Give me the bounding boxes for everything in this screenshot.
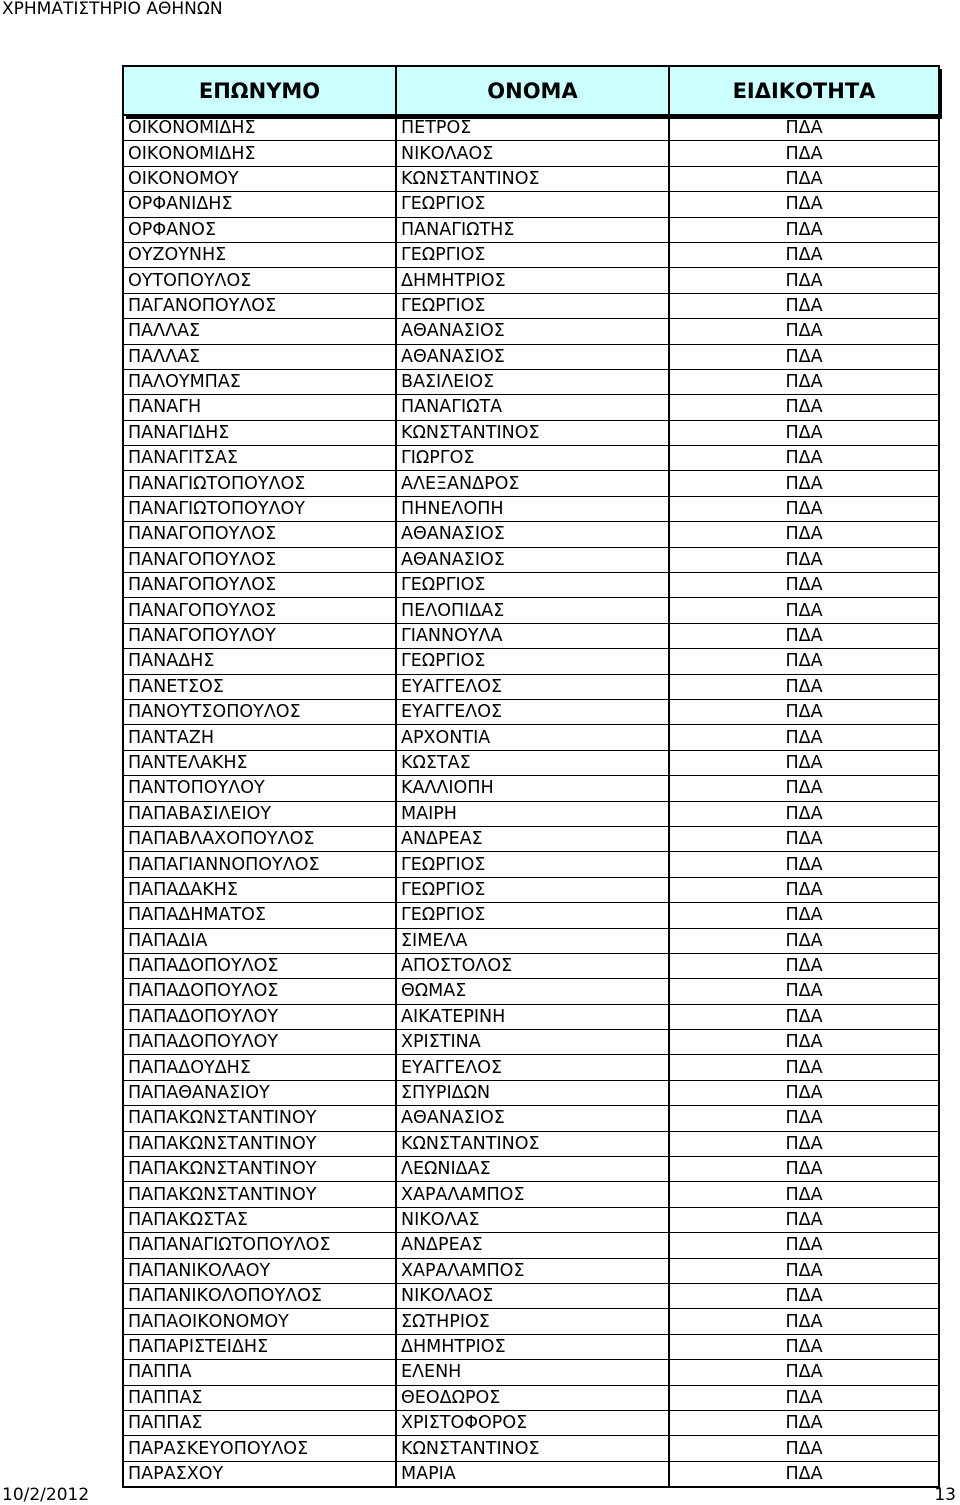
- cell-surname: ΟΡΦΑΝΟΣ: [123, 217, 396, 242]
- table-row: [123, 217, 939, 242]
- cell-surname: ΠΑΝΑΓΗ: [123, 395, 396, 420]
- cell-surname: ΟΥΖΟΥΝΗΣ: [123, 242, 396, 267]
- cell-surname: ΠΑΝΑΓΟΠΟΥΛΟΣ: [123, 547, 396, 572]
- cell-name: ΠΑΝΑΓΙΩΤΑ: [396, 395, 669, 420]
- table-body: [123, 115, 939, 1487]
- cell-name: ΓΕΩΡΓΙΟΣ: [396, 192, 669, 217]
- table-row: [123, 1080, 939, 1105]
- cell-name: ΑΘΑΝΑΣΙΟΣ: [396, 1106, 669, 1131]
- cell-specialty: ΠΔΑ: [669, 1461, 939, 1487]
- table-row: [123, 293, 939, 318]
- cell-surname: ΠΑΠΑΔΗΜΑΤΟΣ: [123, 903, 396, 928]
- cell-specialty: ΠΔΑ: [669, 1258, 939, 1283]
- cell-specialty: ΠΔΑ: [669, 674, 939, 699]
- table-row: [123, 242, 939, 267]
- cell-surname: ΠΑΠΑΒΛΑΧΟΠΟΥΛΟΣ: [123, 826, 396, 851]
- cell-specialty: ΠΔΑ: [669, 699, 939, 724]
- cell-specialty: ΠΔΑ: [669, 1131, 939, 1156]
- page-footer: [0, 1485, 960, 1505]
- cell-surname: ΠΑΓΑΝΟΠΟΥΛΟΣ: [123, 293, 396, 318]
- table-row: [123, 1334, 939, 1359]
- cell-specialty: ΠΔΑ: [669, 826, 939, 851]
- cell-surname: ΠΑΠΑΔΟΥΔΗΣ: [123, 1055, 396, 1080]
- table-row: [123, 928, 939, 953]
- cell-surname: ΠΑΠΑΔΙΑ: [123, 928, 396, 953]
- table-row: [123, 1410, 939, 1435]
- cell-name: ΑΠΟΣΤΟΛΟΣ: [396, 953, 669, 978]
- cell-surname: ΠΑΠΑΚΩΝΣΤΑΝΤΙΝΟΥ: [123, 1182, 396, 1207]
- table-row: [123, 979, 939, 1004]
- table-row: [123, 826, 939, 851]
- cell-name: ΑΘΑΝΑΣΙΟΣ: [396, 522, 669, 547]
- cell-name: ΝΙΚΟΛΑΟΣ: [396, 1283, 669, 1308]
- cell-specialty: ΠΔΑ: [669, 1004, 939, 1029]
- cell-specialty: ΠΔΑ: [669, 1309, 939, 1334]
- cell-specialty: ΠΔΑ: [669, 598, 939, 623]
- cell-surname: ΠΑΝΤΟΠΟΥΛΟΥ: [123, 776, 396, 801]
- table-row: [123, 1207, 939, 1232]
- cell-surname: ΠΑΠΑΝΙΚΟΛΑΟΥ: [123, 1258, 396, 1283]
- table-row: [123, 1283, 939, 1308]
- cell-name: ΑΛΕΞΑΝΔΡΟΣ: [396, 471, 669, 496]
- cell-name: ΚΩΝΣΤΑΝΤΙΝΟΣ: [396, 1436, 669, 1461]
- cell-specialty: ΠΔΑ: [669, 1334, 939, 1359]
- roster-table-container: [122, 65, 940, 1488]
- cell-name: ΣΠΥΡΙΔΩΝ: [396, 1080, 669, 1105]
- cell-surname: ΠΑΝΑΓΙΩΤΟΠΟΥΛΟΥ: [123, 496, 396, 521]
- table-row: [123, 725, 939, 750]
- cell-name: ΔΗΜΗΤΡΙΟΣ: [396, 268, 669, 293]
- cell-specialty: ΠΔΑ: [669, 1182, 939, 1207]
- cell-specialty: ΠΔΑ: [669, 141, 939, 166]
- table-row: [123, 319, 939, 344]
- cell-specialty: ΠΔΑ: [669, 623, 939, 648]
- cell-name: ΧΑΡΑΛΑΜΠΟΣ: [396, 1182, 669, 1207]
- cell-specialty: ΠΔΑ: [669, 725, 939, 750]
- cell-specialty: ΠΔΑ: [669, 446, 939, 471]
- cell-surname: ΠΑΠΑΡΙΣΤΕΙΔΗΣ: [123, 1334, 396, 1359]
- cell-name: ΔΗΜΗΤΡΙΟΣ: [396, 1334, 669, 1359]
- cell-specialty: ΠΔΑ: [669, 928, 939, 953]
- cell-specialty: ΠΔΑ: [669, 1410, 939, 1435]
- cell-specialty: ΠΔΑ: [669, 1360, 939, 1385]
- table-row: [123, 1385, 939, 1410]
- cell-surname: ΠΑΛΛΑΣ: [123, 344, 396, 369]
- cell-specialty: ΠΔΑ: [669, 1233, 939, 1258]
- cell-surname: ΠΑΠΑΚΩΣΤΑΣ: [123, 1207, 396, 1232]
- cell-name: ΣΩΤΗΡΙΟΣ: [396, 1309, 669, 1334]
- cell-name: ΓΕΩΡΓΙΟΣ: [396, 852, 669, 877]
- table-row: [123, 598, 939, 623]
- footer-date: 10/2/2012: [2, 1485, 90, 1505]
- cell-name: ΚΩΝΣΤΑΝΤΙΝΟΣ: [396, 420, 669, 445]
- cell-specialty: ΠΔΑ: [669, 852, 939, 877]
- cell-specialty: ΠΔΑ: [669, 420, 939, 445]
- cell-surname: ΠΑΠΑΟΙΚΟΝΟΜΟΥ: [123, 1309, 396, 1334]
- cell-name: ΧΑΡΑΛΑΜΠΟΣ: [396, 1258, 669, 1283]
- column-header-surname: ΕΠΩΝΥΜΟ: [123, 66, 396, 115]
- cell-surname: ΠΑΠΑΚΩΝΣΤΑΝΤΙΝΟΥ: [123, 1157, 396, 1182]
- cell-surname: ΠΑΠΑΓΙΑΝΝΟΠΟΥΛΟΣ: [123, 852, 396, 877]
- table-row: [123, 1055, 939, 1080]
- cell-surname: ΠΑΝΑΓΟΠΟΥΛΟΣ: [123, 522, 396, 547]
- table-row: [123, 395, 939, 420]
- table-row: [123, 369, 939, 394]
- cell-specialty: ΠΔΑ: [669, 319, 939, 344]
- cell-name: ΓΕΩΡΓΙΟΣ: [396, 877, 669, 902]
- table-row: [123, 1004, 939, 1029]
- table-row: [123, 1360, 939, 1385]
- cell-name: ΚΩΝΣΤΑΝΤΙΝΟΣ: [396, 166, 669, 191]
- cell-surname: ΠΑΝΑΓΙΔΗΣ: [123, 420, 396, 445]
- table-row: [123, 1436, 939, 1461]
- table-row: [123, 471, 939, 496]
- cell-surname: ΠΑΠΑΒΑΣΙΛΕΙΟΥ: [123, 801, 396, 826]
- cell-surname: ΠΑΝΕΤΣΟΣ: [123, 674, 396, 699]
- cell-specialty: ΠΔΑ: [669, 1436, 939, 1461]
- cell-specialty: ΠΔΑ: [669, 115, 939, 141]
- cell-name: ΜΑΙΡΗ: [396, 801, 669, 826]
- table-row: [123, 1258, 939, 1283]
- cell-surname: ΠΑΠΑΘΑΝΑΣΙΟΥ: [123, 1080, 396, 1105]
- table-row: [123, 1233, 939, 1258]
- cell-name: ΠΗΝΕΛΟΠΗ: [396, 496, 669, 521]
- cell-name: ΕΥΑΓΓΕΛΟΣ: [396, 1055, 669, 1080]
- cell-name: ΑΘΑΝΑΣΙΟΣ: [396, 319, 669, 344]
- table-row: [123, 852, 939, 877]
- table-row: [123, 1106, 939, 1131]
- cell-name: ΓΕΩΡΓΙΟΣ: [396, 573, 669, 598]
- cell-surname: ΠΑΝΤΑΖΗ: [123, 725, 396, 750]
- table-row: [123, 573, 939, 598]
- cell-surname: ΠΑΝΑΓΙΤΣΑΣ: [123, 446, 396, 471]
- cell-name: ΚΑΛΛΙΟΠΗ: [396, 776, 669, 801]
- cell-specialty: ΠΔΑ: [669, 344, 939, 369]
- cell-specialty: ΠΔΑ: [669, 649, 939, 674]
- cell-name: ΕΥΑΓΓΕΛΟΣ: [396, 699, 669, 724]
- table-row: [123, 1157, 939, 1182]
- cell-specialty: ΠΔΑ: [669, 166, 939, 191]
- table-row: [123, 547, 939, 572]
- table-row: [123, 1030, 939, 1055]
- cell-surname: ΠΑΝΑΓΟΠΟΥΛΟΥ: [123, 623, 396, 648]
- cell-surname: ΟΙΚΟΝΟΜΙΔΗΣ: [123, 115, 396, 141]
- table-row: [123, 522, 939, 547]
- cell-specialty: ΠΔΑ: [669, 268, 939, 293]
- cell-specialty: ΠΔΑ: [669, 953, 939, 978]
- table-row: [123, 801, 939, 826]
- cell-name: ΕΥΑΓΓΕΛΟΣ: [396, 674, 669, 699]
- cell-surname: ΠΑΠΑΔΟΠΟΥΛΟΣ: [123, 953, 396, 978]
- table-row: [123, 649, 939, 674]
- cell-specialty: ΠΔΑ: [669, 1030, 939, 1055]
- table-row: [123, 750, 939, 775]
- cell-name: ΘΕΟΔΩΡΟΣ: [396, 1385, 669, 1410]
- table-row: [123, 877, 939, 902]
- cell-name: ΚΩΝΣΤΑΝΤΙΝΟΣ: [396, 1131, 669, 1156]
- cell-name: ΝΙΚΟΛΑΣ: [396, 1207, 669, 1232]
- cell-surname: ΟΙΚΟΝΟΜΙΔΗΣ: [123, 141, 396, 166]
- cell-surname: ΠΑΠΠΑΣ: [123, 1410, 396, 1435]
- cell-specialty: ΠΔΑ: [669, 750, 939, 775]
- cell-surname: ΠΑΠΠΑ: [123, 1360, 396, 1385]
- table-row: [123, 496, 939, 521]
- cell-specialty: ΠΔΑ: [669, 573, 939, 598]
- cell-specialty: ΠΔΑ: [669, 395, 939, 420]
- cell-specialty: ΠΔΑ: [669, 1283, 939, 1308]
- cell-specialty: ΠΔΑ: [669, 522, 939, 547]
- cell-surname: ΟΙΚΟΝΟΜΟΥ: [123, 166, 396, 191]
- cell-name: ΠΕΤΡΟΣ: [396, 115, 669, 141]
- cell-surname: ΠΑΝΤΕΛΑΚΗΣ: [123, 750, 396, 775]
- cell-specialty: ΠΔΑ: [669, 979, 939, 1004]
- cell-surname: ΠΑΡΑΣΚΕΥΟΠΟΥΛΟΣ: [123, 1436, 396, 1461]
- cell-surname: ΠΑΛΟΥΜΠΑΣ: [123, 369, 396, 394]
- cell-specialty: ΠΔΑ: [669, 471, 939, 496]
- cell-specialty: ΠΔΑ: [669, 1106, 939, 1131]
- cell-name: ΘΩΜΑΣ: [396, 979, 669, 1004]
- cell-name: ΝΙΚΟΛΑΟΣ: [396, 141, 669, 166]
- page-title: ΧΡΗΜΑΤΙΣΤΗΡΙΟ ΑΘΗΝΩΝ: [2, 0, 223, 19]
- cell-name: ΓΕΩΡΓΙΟΣ: [396, 293, 669, 318]
- cell-surname: ΠΑΠΑΝΙΚΟΛΟΠΟΥΛΟΣ: [123, 1283, 396, 1308]
- table-row: [123, 1461, 939, 1487]
- table-row: [123, 344, 939, 369]
- cell-surname: ΠΑΠΑΔΟΠΟΥΛΟΣ: [123, 979, 396, 1004]
- table-row: [123, 446, 939, 471]
- table-row: [123, 674, 939, 699]
- table-row: [123, 192, 939, 217]
- cell-name: ΓΕΩΡΓΙΟΣ: [396, 649, 669, 674]
- cell-surname: ΠΑΠΑΔΟΠΟΥΛΟΥ: [123, 1030, 396, 1055]
- cell-specialty: ΠΔΑ: [669, 903, 939, 928]
- table-row: [123, 623, 939, 648]
- cell-surname: ΠΑΝΟΥΤΣΟΠΟΥΛΟΣ: [123, 699, 396, 724]
- table-row: [123, 268, 939, 293]
- cell-name: ΓΕΩΡΓΙΟΣ: [396, 903, 669, 928]
- cell-specialty: ΠΔΑ: [669, 496, 939, 521]
- table-row: [123, 776, 939, 801]
- column-header-specialty: ΕΙΔΙΚΟΤΗΤΑ: [669, 66, 939, 115]
- cell-specialty: ΠΔΑ: [669, 1080, 939, 1105]
- table-row: [123, 115, 939, 141]
- cell-surname: ΠΑΡΑΣΧΟΥ: [123, 1461, 396, 1487]
- table-row: [123, 166, 939, 191]
- cell-specialty: ΠΔΑ: [669, 242, 939, 267]
- cell-name: ΧΡΙΣΤΟΦΟΡΟΣ: [396, 1410, 669, 1435]
- cell-specialty: ΠΔΑ: [669, 293, 939, 318]
- cell-surname: ΠΑΝΑΓΟΠΟΥΛΟΣ: [123, 573, 396, 598]
- cell-name: ΚΩΣΤΑΣ: [396, 750, 669, 775]
- cell-surname: ΠΑΝΑΔΗΣ: [123, 649, 396, 674]
- cell-surname: ΠΑΠΑΚΩΝΣΤΑΝΤΙΝΟΥ: [123, 1106, 396, 1131]
- table-row: [123, 420, 939, 445]
- cell-name: ΛΕΩΝΙΔΑΣ: [396, 1157, 669, 1182]
- column-header-name: ΟΝΟΜΑ: [396, 66, 669, 115]
- cell-name: ΣΙΜΕΛΑ: [396, 928, 669, 953]
- cell-surname: ΠΑΠΑΚΩΝΣΤΑΝΤΙΝΟΥ: [123, 1131, 396, 1156]
- table-row: [123, 1182, 939, 1207]
- cell-surname: ΠΑΛΛΑΣ: [123, 319, 396, 344]
- roster-table: [122, 65, 940, 1488]
- cell-name: ΓΙΑΝΝΟΥΛΑ: [396, 623, 669, 648]
- cell-specialty: ΠΔΑ: [669, 1207, 939, 1232]
- cell-name: ΑΝΔΡΕΑΣ: [396, 1233, 669, 1258]
- cell-name: ΑΙΚΑΤΕΡΙΝΗ: [396, 1004, 669, 1029]
- cell-specialty: ΠΔΑ: [669, 877, 939, 902]
- cell-name: ΑΘΑΝΑΣΙΟΣ: [396, 344, 669, 369]
- cell-specialty: ΠΔΑ: [669, 217, 939, 242]
- cell-specialty: ΠΔΑ: [669, 801, 939, 826]
- table-row: [123, 1309, 939, 1334]
- cell-surname: ΠΑΝΑΓΙΩΤΟΠΟΥΛΟΣ: [123, 471, 396, 496]
- cell-surname: ΟΥΤΟΠΟΥΛΟΣ: [123, 268, 396, 293]
- cell-specialty: ΠΔΑ: [669, 1055, 939, 1080]
- cell-specialty: ΠΔΑ: [669, 1385, 939, 1410]
- cell-name: ΧΡΙΣΤΙΝΑ: [396, 1030, 669, 1055]
- table-row: [123, 699, 939, 724]
- cell-surname: ΠΑΠΑΔΑΚΗΣ: [123, 877, 396, 902]
- cell-surname: ΠΑΠΠΑΣ: [123, 1385, 396, 1410]
- table-row: [123, 903, 939, 928]
- cell-name: ΑΡΧΟΝΤΙΑ: [396, 725, 669, 750]
- cell-name: ΠΕΛΟΠΙΔΑΣ: [396, 598, 669, 623]
- table-row: [123, 141, 939, 166]
- table-row: [123, 1131, 939, 1156]
- cell-surname: ΠΑΠΑΝΑΓΙΩΤΟΠΟΥΛΟΣ: [123, 1233, 396, 1258]
- cell-specialty: ΠΔΑ: [669, 547, 939, 572]
- table-header-row: [123, 66, 939, 115]
- cell-name: ΓΙΩΡΓΟΣ: [396, 446, 669, 471]
- cell-specialty: ΠΔΑ: [669, 776, 939, 801]
- cell-name: ΑΘΑΝΑΣΙΟΣ: [396, 547, 669, 572]
- cell-specialty: ΠΔΑ: [669, 192, 939, 217]
- cell-name: ΕΛΕΝΗ: [396, 1360, 669, 1385]
- cell-name: ΑΝΔΡΕΑΣ: [396, 826, 669, 851]
- cell-specialty: ΠΔΑ: [669, 1157, 939, 1182]
- cell-surname: ΠΑΠΑΔΟΠΟΥΛΟΥ: [123, 1004, 396, 1029]
- cell-surname: ΟΡΦΑΝΙΔΗΣ: [123, 192, 396, 217]
- table-row: [123, 953, 939, 978]
- cell-surname: ΠΑΝΑΓΟΠΟΥΛΟΣ: [123, 598, 396, 623]
- cell-name: ΒΑΣΙΛΕΙΟΣ: [396, 369, 669, 394]
- cell-name: ΓΕΩΡΓΙΟΣ: [396, 242, 669, 267]
- cell-name: ΠΑΝΑΓΙΩΤΗΣ: [396, 217, 669, 242]
- page-number: 13: [934, 1485, 956, 1505]
- cell-name: ΜΑΡΙΑ: [396, 1461, 669, 1487]
- cell-specialty: ΠΔΑ: [669, 369, 939, 394]
